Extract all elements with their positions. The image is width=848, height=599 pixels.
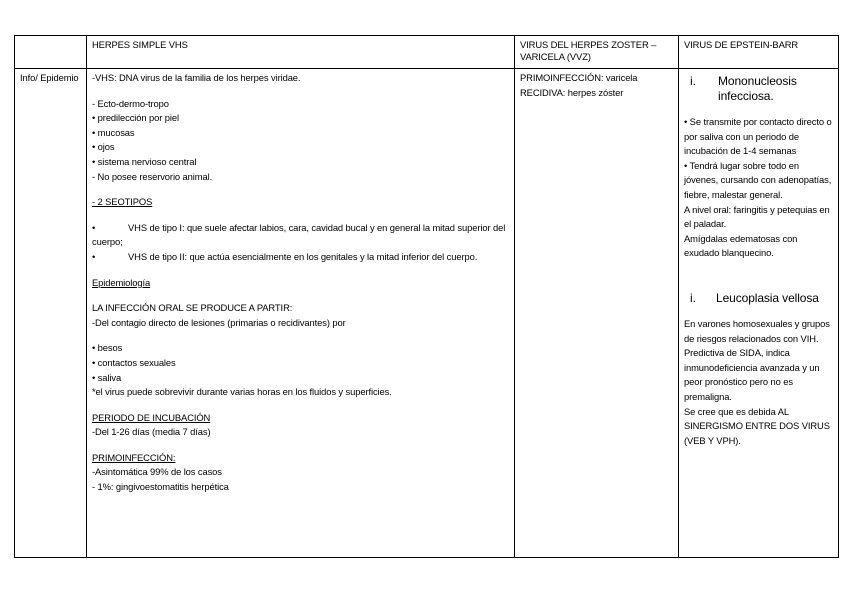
mononucleosis-title-b: infecciosa. — [718, 89, 774, 103]
contact-bullet: • besos — [92, 342, 123, 354]
leucoplasia-title: Leucoplasia vellosa — [716, 290, 819, 305]
row-label — [15, 69, 87, 558]
serotype-1-bullet: • — [92, 221, 96, 233]
survival-note: *el virus puede sobrevivir durante varias horas en los fluidos y superficies. — [92, 386, 392, 398]
vhs-bullet: • ojos — [92, 141, 115, 153]
leucoplasia-number: i. — [690, 290, 696, 305]
ebv-cell — [679, 69, 839, 558]
ebv-paragraph: En varones homosexuales y grupos de riesgos relacionados con VIH. — [684, 317, 830, 344]
vvz-line: PRIMOINFECCIÓN: varicela — [520, 72, 638, 83]
serotype-1 — [92, 221, 509, 250]
mononucleosis-number: i. — [690, 74, 696, 88]
contact-bullet: • contactos sexuales — [92, 356, 176, 368]
header-herpes-zoster: VIRUS DEL HERPES ZOSTER – VARICELA (VVZ) — [515, 36, 679, 69]
header-empty-cell — [15, 36, 87, 69]
contagion-text: -Del contagio directo de lesiones (primarias o recidivantes) por — [92, 316, 346, 328]
vhs-bullet: • mucosas — [92, 126, 135, 138]
vhs-dermotropo: - Ecto-dermo-tropo — [92, 97, 169, 109]
ebv-paragraph: • Tendrá lugar sobre todo en jóvenes, cursando con adenopatías, fiebre, malestar general. — [684, 159, 832, 200]
serotype-2 — [92, 250, 509, 265]
vhs-reservoir: - No posee reservorio animal. — [92, 170, 213, 182]
header-herpes-simple: HERPES SIMPLE VHS — [87, 36, 515, 69]
header-epstein-barr: VIRUS DE EPSTEIN-BARR — [679, 36, 839, 69]
incubation-text: -Del 1-26 días (media 7 días) — [92, 426, 211, 438]
vvz-cell — [515, 69, 679, 558]
vhs-bullet: • sistema nervioso central — [92, 155, 197, 167]
ebv-paragraph: Se cree que es debida AL SINERGISMO ENTRE DOS VIRUS (VEB Y VPH). — [684, 405, 830, 446]
vvz-line: RECIDIVA: herpes zóster — [520, 86, 624, 98]
incubation-heading: PERIODO DE INCUBACIÓN — [92, 411, 211, 423]
mononucleosis-title-a: Mononucleosis — [718, 74, 797, 88]
vhs-cell — [87, 69, 515, 558]
ebv-paragraph: Predictiva de SIDA, indica inmunodeficiencia avanzada y un peor pronóstico pero no es premaligna. — [684, 347, 820, 402]
vhs-intro: -VHS: DNA virus de la familia de los herpes viridae. — [92, 72, 301, 83]
header-row — [15, 36, 839, 69]
primo-line: -Asintomática 99% de los casos — [92, 466, 222, 478]
comparison-table — [14, 35, 839, 558]
row-label-text: Info/ Epidemio — [20, 72, 79, 83]
ebv-paragraph: A nivel oral: faringitis y petequias en el paladar. — [684, 203, 830, 230]
mononucleosis-heading — [684, 74, 833, 104]
serotypes-heading: - 2 SEOTIPOS — [92, 196, 153, 208]
leucoplasia-heading — [684, 291, 833, 306]
vhs-bullet: • predilección por piel — [92, 112, 179, 124]
epidemiology-heading: Epidemiología — [92, 276, 151, 288]
info-row — [15, 69, 839, 558]
serotype-2-text: VHS de tipo II: que actúa esencialmente en los genitales y la mitad inferior del cuerpo. — [128, 250, 478, 262]
contact-bullet: • saliva — [92, 371, 122, 383]
primo-heading: PRIMOINFECCIÓN: — [92, 451, 176, 463]
serotype-1-text: VHS de tipo I: que suele afectar labios, cara, cavidad bucal y en general la mitad superior del cuerpo; — [92, 221, 506, 248]
oral-infection-heading: LA INFECCIÓN ORAL SE PRODUCE A PARTIR: — [92, 302, 293, 314]
serotype-2-bullet: • — [92, 250, 96, 262]
primo-line: - 1%: gingivoestomatitis herpética — [92, 481, 229, 493]
ebv-paragraph: Amígdalas edematosas con exudado blanquecino. — [684, 232, 798, 259]
ebv-paragraph: • Se transmite por contacto directo o por saliva con un periodo de incubación de 1-4 semanas — [684, 116, 832, 157]
